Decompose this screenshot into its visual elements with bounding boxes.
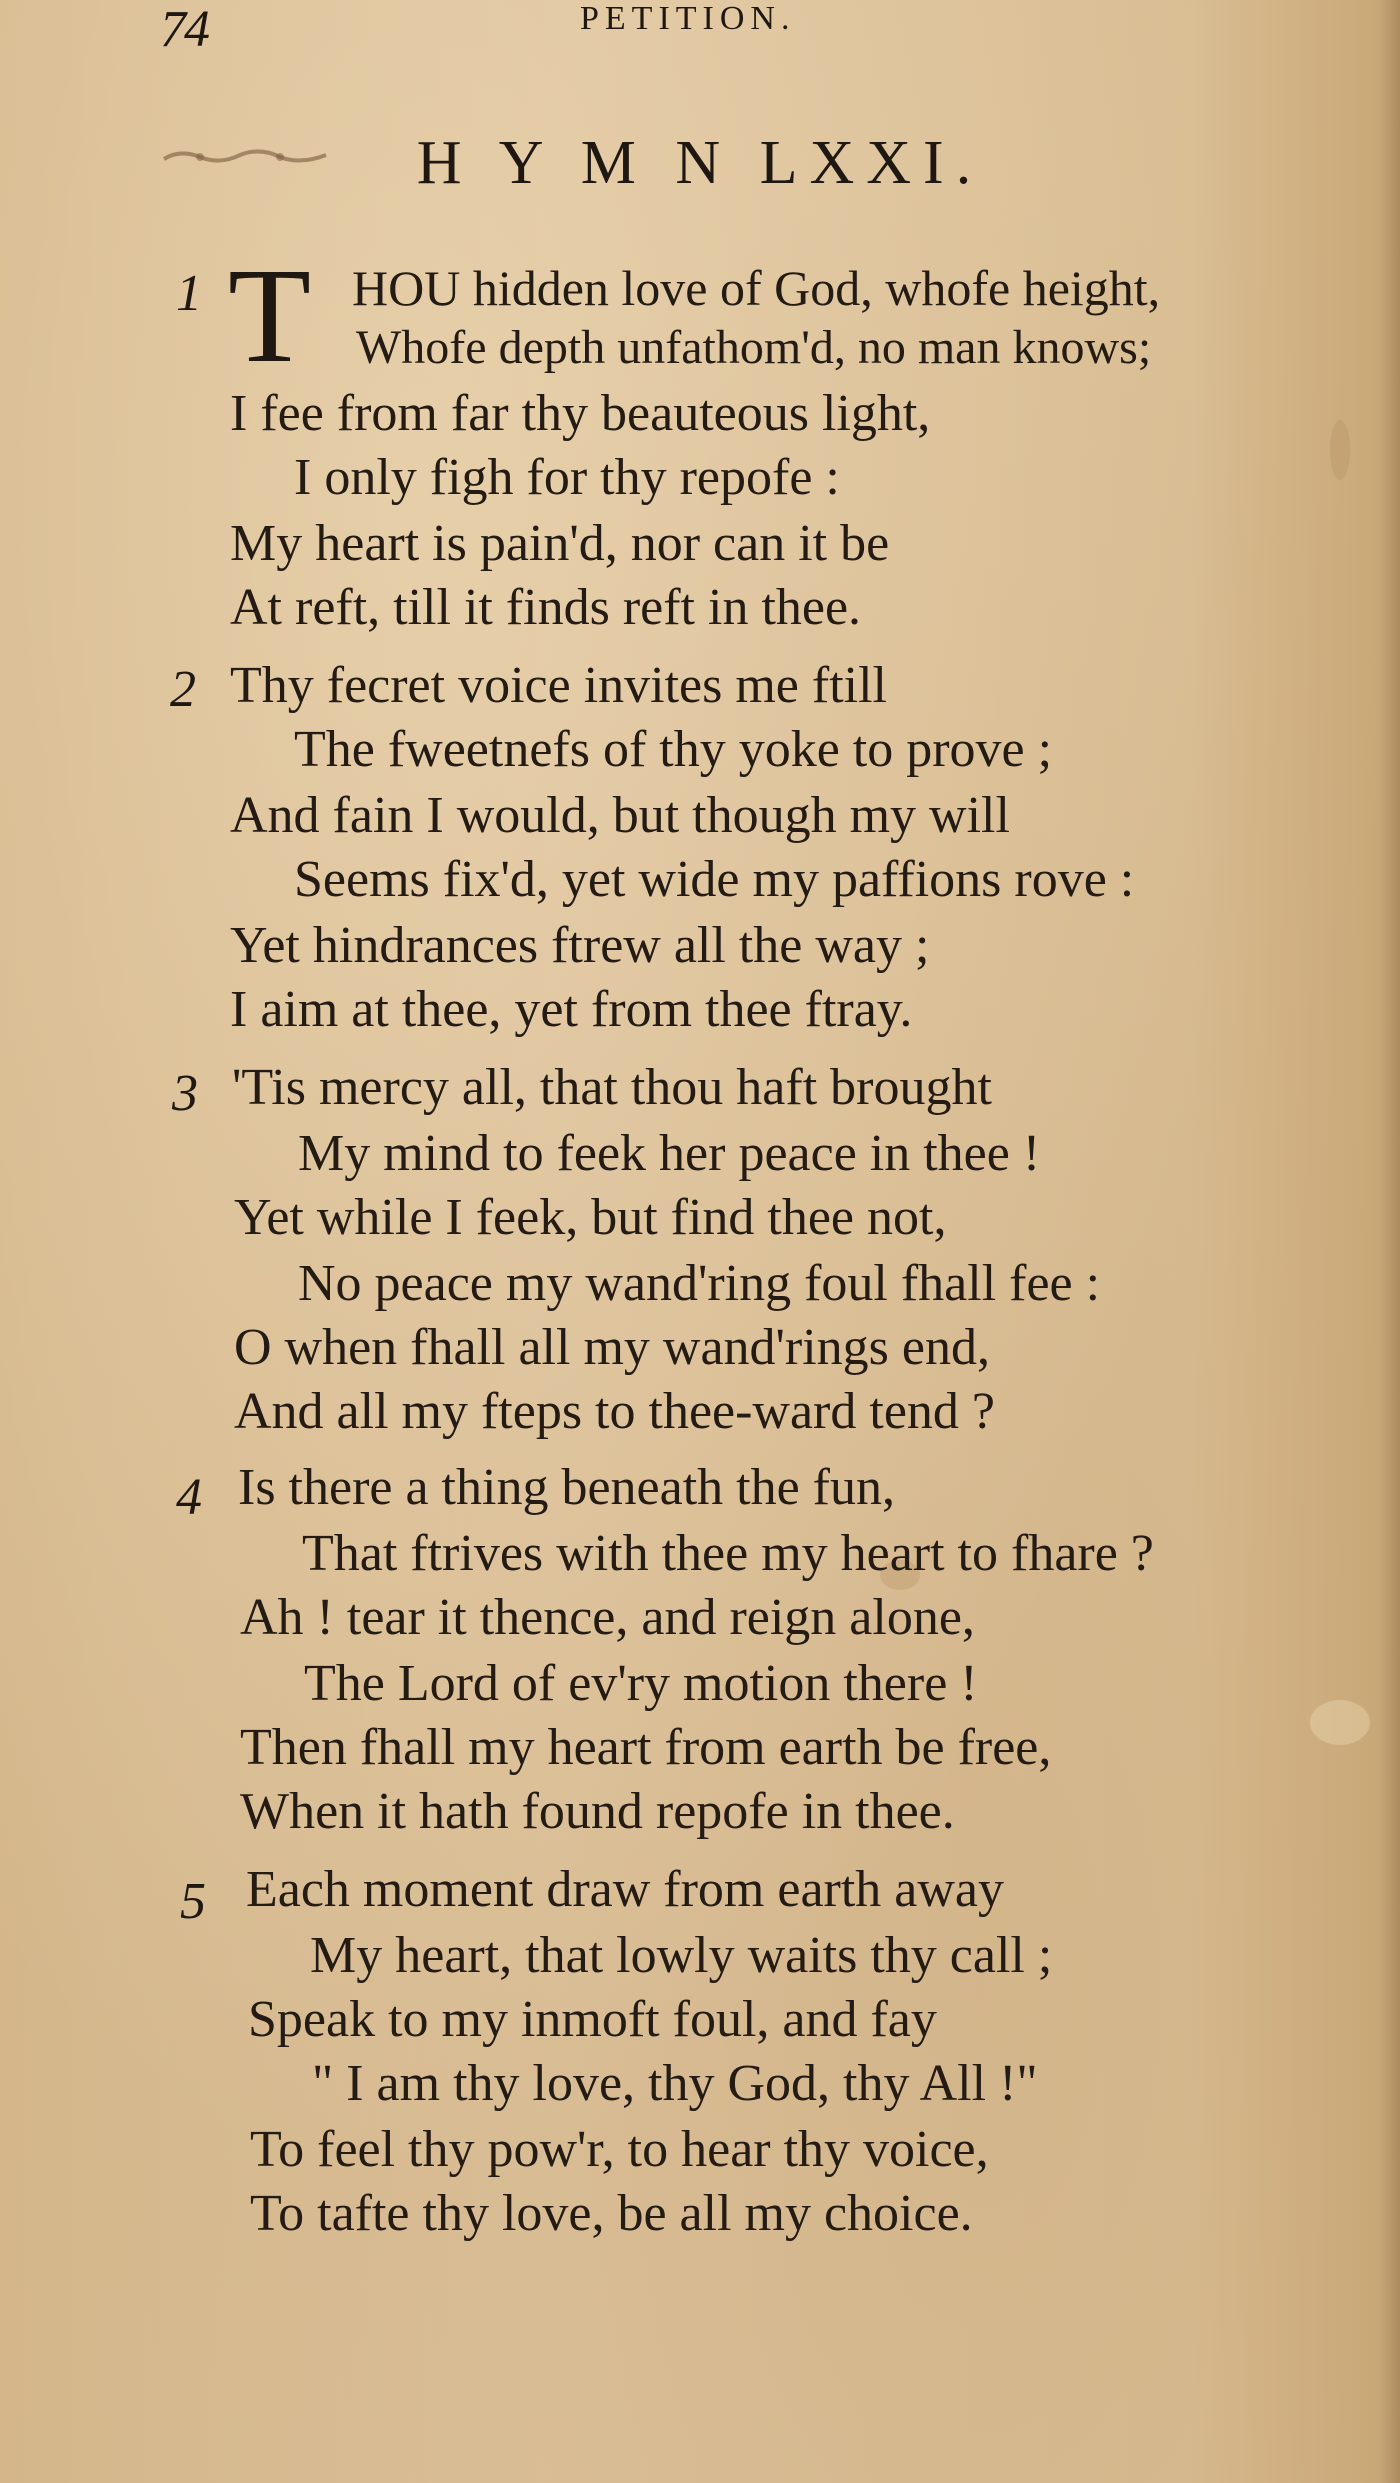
verse-line: The Lord of ev'ry motion there ! (304, 1655, 978, 1712)
paper-stain (1310, 1700, 1370, 1745)
verse-line: I aim at thee, yet from thee ftray. (230, 981, 913, 1038)
verse-line: " I am thy love, thy God, thy All !" (312, 2055, 1038, 2112)
stanza-number: 1 (176, 265, 202, 322)
verse-line: To tafte thy love, be all my choice. (250, 2185, 973, 2242)
paper-stain (1330, 420, 1350, 480)
verse-line: O when fhall all my wand'rings end, (234, 1319, 990, 1376)
verse-line: That ftrives with thee my heart to fhare ? (302, 1525, 1154, 1582)
verse-line: My heart is pain'd, nor can it be (230, 515, 890, 572)
verse-line: And fain I would, but though my will (230, 787, 1010, 844)
verse-line: At reft, till it finds reft in thee. (230, 579, 862, 636)
page-edge-shadow (1378, 0, 1400, 2483)
verse-line: Ah ! tear it thence, and reign alone, (240, 1589, 975, 1646)
running-head: PETITION. (580, 0, 796, 37)
stanza-number: 4 (176, 1469, 202, 1526)
verse-line: My heart, that lowly waits thy call ; (310, 1927, 1053, 1984)
verse-line: Whofe depth unfathom'd, no man knows; (356, 321, 1152, 374)
verse-line: Yet while I feek, but find thee not, (234, 1189, 947, 1246)
verse-line: No peace my wand'ring foul fhall fee : (298, 1255, 1101, 1312)
verse-line: I fee from far thy beauteous light, (230, 385, 931, 442)
stanza-number: 3 (172, 1065, 198, 1122)
hymn-title: H Y M N LXXI. (416, 129, 984, 197)
stanza-number: 2 (170, 661, 196, 718)
verse-line: Yet hindrances ftrew all the way ; (230, 917, 930, 974)
page-number: 74 (160, 1, 208, 58)
verse-line: When it hath found repofe in thee. (240, 1783, 955, 1840)
verse-line: Seems fix'd, yet wide my paffions rove : (294, 851, 1135, 908)
verse-line: 'Tis mercy all, that thou haft brought (232, 1059, 992, 1116)
verse-line: Is there a thing beneath the fun, (238, 1459, 895, 1516)
stanza-number: 5 (180, 1873, 206, 1930)
verse-line: My mind to feek her peace in thee ! (298, 1125, 1041, 1182)
verse-line: Speak to my inmoft foul, and fay (248, 1991, 937, 2048)
verse-line: And all my fteps to thee-ward tend ? (234, 1383, 995, 1440)
verse-line: The fweetnefs of thy yoke to prove ; (294, 721, 1053, 778)
verse-line: HOU hidden love of God, whofe height, (352, 260, 1161, 316)
verse-line: Thy fecret voice invites me ftill (230, 657, 887, 714)
verse-line: To feel thy pow'r, to hear thy voice, (250, 2121, 989, 2178)
verse-line: Each moment draw from earth away (246, 1861, 1005, 1918)
verse-line: I only figh for thy repofe : (294, 449, 840, 506)
drop-cap: T (228, 241, 312, 391)
verse-line: Then fhall my heart from earth be free, (240, 1719, 1052, 1776)
